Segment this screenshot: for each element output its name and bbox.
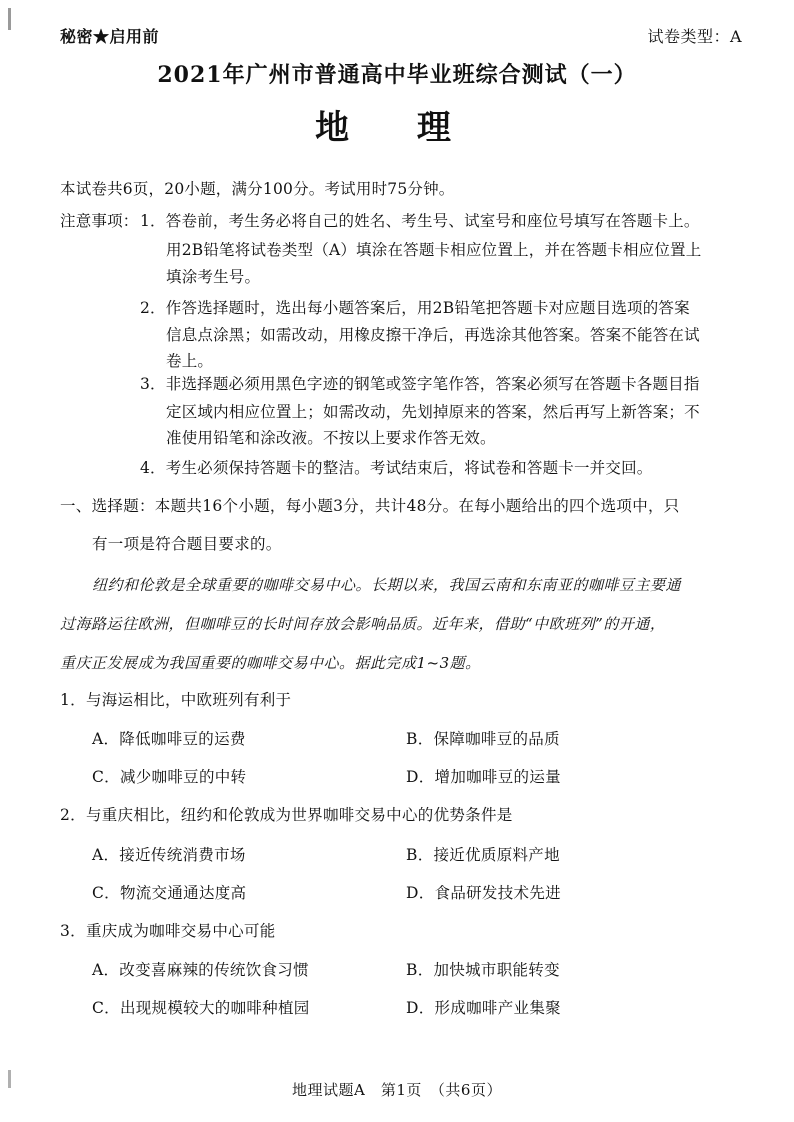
question-option: C．出现规模较大的咖啡种植园 xyxy=(92,999,310,1017)
note-line: 2．作答选择题时，选出每小题答案后，用2B铅笔把答题卡对应题目选项的答案 xyxy=(140,299,690,317)
note-line: 填涂考生号。 xyxy=(166,268,261,286)
exam-intro: 本试卷共6页，20小题，满分100分。考试用时75分钟。 xyxy=(60,180,455,198)
question-stem: 2．与重庆相比，纽约和伦敦成为世界咖啡交易中心的优势条件是 xyxy=(60,806,513,824)
question-option: A．改变喜麻辣的传统饮食习惯 xyxy=(92,961,309,979)
notes-label: 注意事项： xyxy=(60,212,139,230)
note-line: 4．考生必须保持答题卡的整洁。考试结束后，将试卷和答题卡一并交回。 xyxy=(140,459,653,477)
binding-mark xyxy=(8,8,11,30)
section-heading: 一、选择题：本题共16个小题，每小题3分，共计48分。在每小题给出的四个选项中，只 xyxy=(60,497,680,515)
section-heading-cont: 有一项是符合题目要求的。 xyxy=(92,535,282,553)
note-line: 3．非选择题必须用黑色字迹的钢笔或签字笔作答，答案必须写在答题卡各题目指 xyxy=(140,375,700,393)
paper-type-label: 试卷类型：A xyxy=(647,27,742,46)
page-footer: 地理试题A 第1页 （共6页） xyxy=(292,1081,502,1099)
question-option: A．接近传统消费市场 xyxy=(92,846,246,864)
question-option: B．保障咖啡豆的品质 xyxy=(406,730,560,748)
question-stem: 1．与海运相比，中欧班列有利于 xyxy=(60,691,292,709)
material-line: 重庆正发展成为我国重要的咖啡交易中心。据此完成1~3题。 xyxy=(60,654,481,672)
question-option: D．形成咖啡产业集聚 xyxy=(406,999,561,1017)
question-option: C．物流交通通达度高 xyxy=(92,884,247,902)
question-option: C．减少咖啡豆的中转 xyxy=(92,768,247,786)
note-line: 定区域内相应位置上；如需改动，先划掉原来的答案，然后再写上新答案；不 xyxy=(166,403,700,421)
question-option: D．增加咖啡豆的运量 xyxy=(406,768,561,786)
material-line: 过海路运往欧洲，但咖啡豆的长时间存放会影响品质。近年来，借助“中欧班列”的开通， xyxy=(60,615,666,633)
note-line: 信息点涂黑；如需改动，用橡皮擦干净后，再选涂其他答案。答案不能答在试 xyxy=(166,326,700,344)
material-line: 纽约和伦敦是全球重要的咖啡交易中心。长期以来，我国云南和东南亚的咖啡豆主要通 xyxy=(92,576,682,594)
question-stem: 3．重庆成为咖啡交易中心可能 xyxy=(60,922,276,940)
exam-title: 2021年广州市普通高中毕业班综合测试（一） xyxy=(157,62,637,88)
question-option: B．接近优质原料产地 xyxy=(406,846,560,864)
subject-title: 地 理 xyxy=(315,108,479,148)
confidential-label: 秘密★启用前 xyxy=(60,27,160,46)
note-line: 用2B铅笔将试卷类型（A）填涂在答题卡相应位置上，并在答题卡相应位置上 xyxy=(166,241,702,259)
note-line: 准使用铅笔和涂改液。不按以上要求作答无效。 xyxy=(166,429,496,447)
question-option: B．加快城市职能转变 xyxy=(406,961,560,979)
note-line: 1．答卷前，考生务必将自己的姓名、考生号、试室号和座位号填写在答题卡上。 xyxy=(140,212,700,230)
question-option: A．降低咖啡豆的运费 xyxy=(92,730,246,748)
note-line: 卷上。 xyxy=(166,352,214,370)
question-option: D．食品研发技术先进 xyxy=(406,884,561,902)
